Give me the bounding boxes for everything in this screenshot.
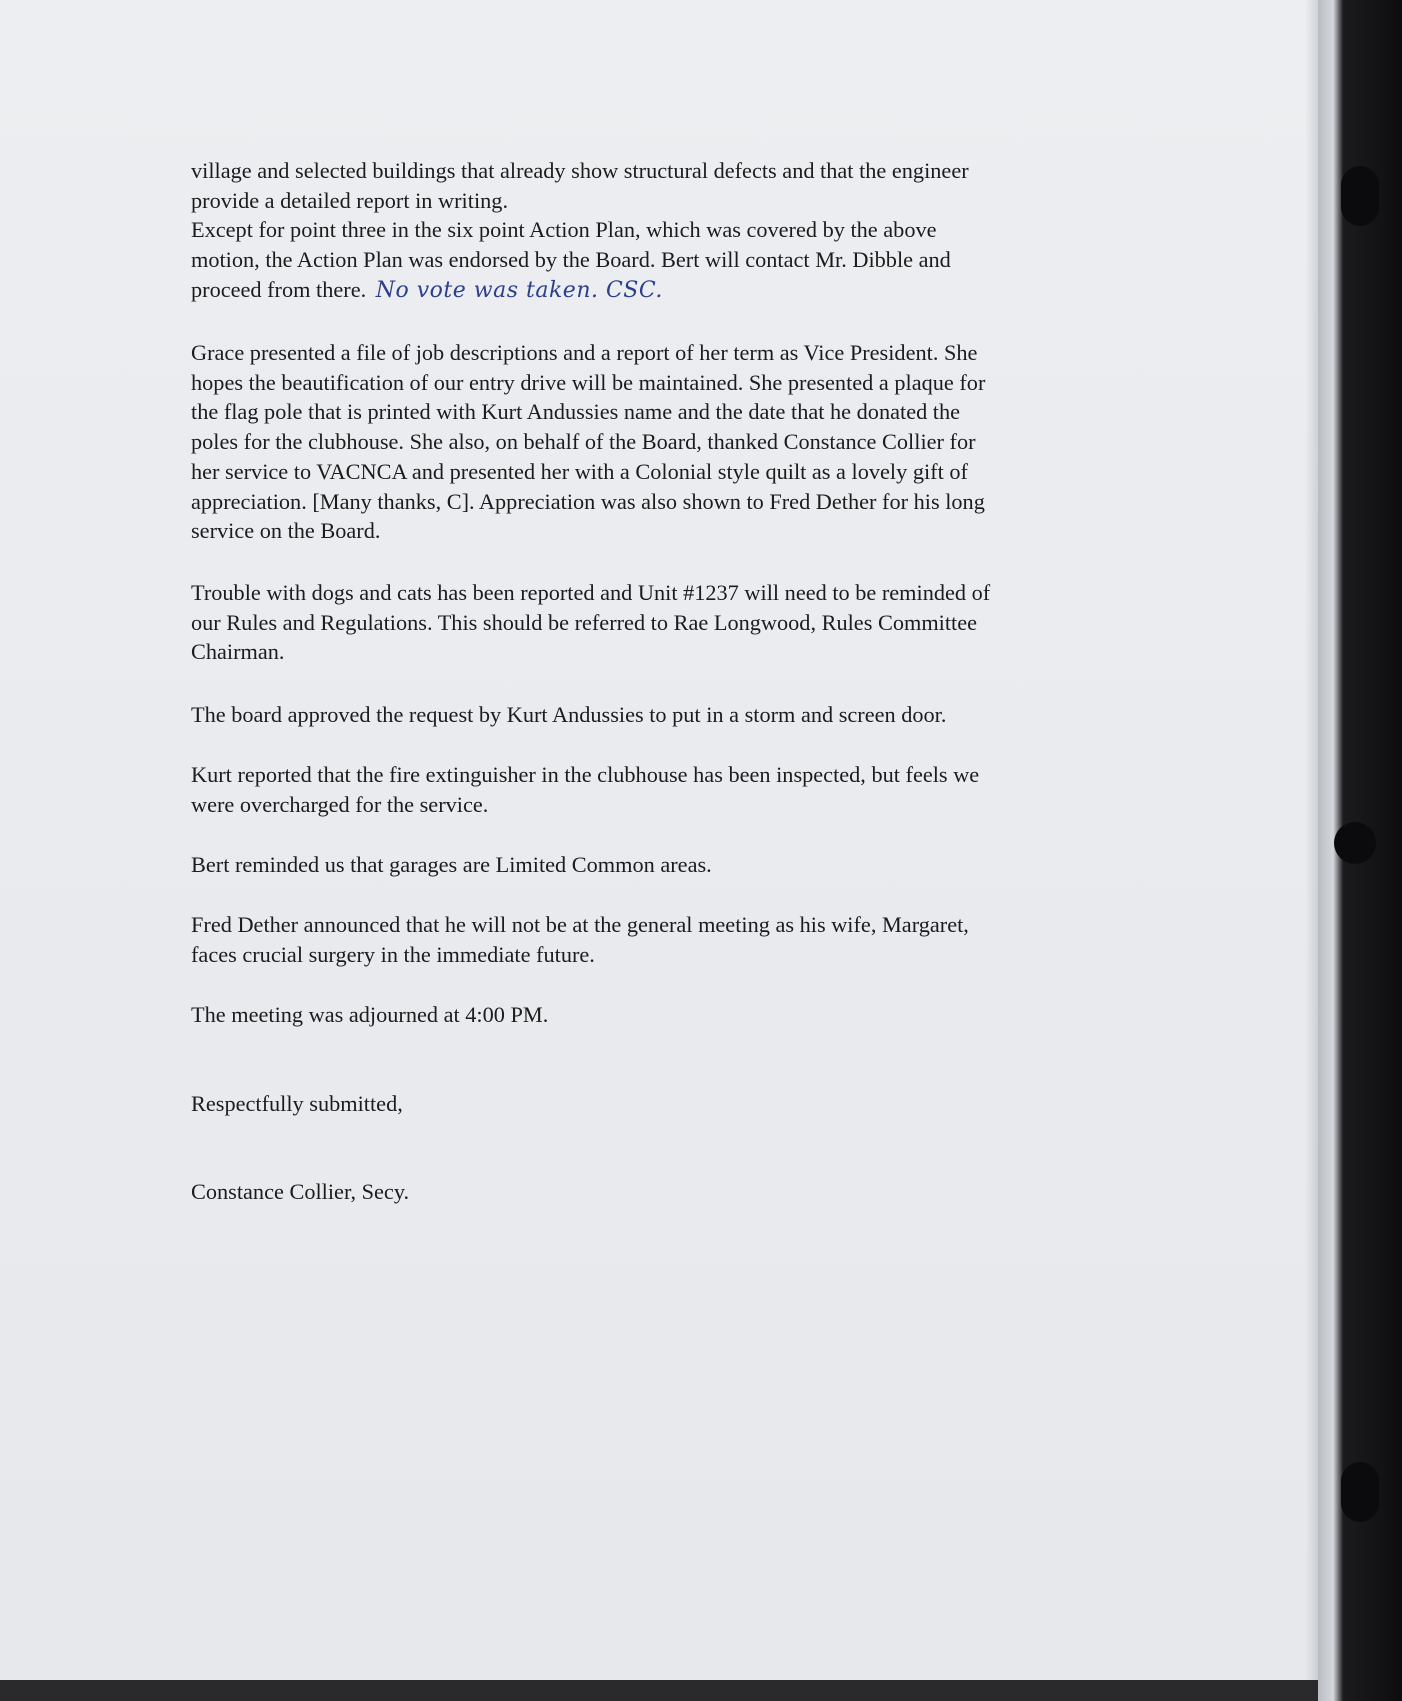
punch-hole-middle [1334,822,1376,864]
page-edge-shadow [1305,0,1319,1680]
paragraph-fred-dether [191,910,1121,969]
text-line: Bert reminded us that garages are Limited Common areas. [191,852,712,877]
handwritten-note: No vote was taken. CSC. [375,277,663,303]
text-line: The board approved the request by Kurt Andussies to put in a storm and screen door. [191,702,947,727]
paragraph-grace-report [191,338,1121,546]
paragraph-fire-extinguisher [191,760,1121,819]
paragraph-pets [191,578,1121,667]
text-line: Fred Dether announced that he will not be at the general meeting as his wife, Margaret, [191,912,969,937]
punch-hole-bottom [1341,1462,1379,1522]
text-line: Grace presented a file of job descriptions and a report of her term as Vice President. She [191,340,978,365]
text-line: appreciation. [Many thanks, C]. Appreciation was also shown to Fred Dether for his long [191,488,985,514]
text-line: Respectfully submitted, [191,1091,403,1116]
text-line: the flag pole that is printed with Kurt Andussies name and the date that he donated the [191,399,961,425]
text-line: Trouble with dogs and cats has been reported and Unit #1237 will need to be reminded of [191,580,991,605]
text-line: motion, the Action Plan was endorsed by the Board. Bert will contact Mr. Dibble and [191,247,951,273]
text-line-end: proceed from there. [191,276,367,302]
paragraph-storm-door [191,700,1121,730]
paragraph-adjourned [191,1000,1121,1030]
text-line: her service to VACNCA and presented her with a Colonial style quilt as a lovely gift of [191,458,968,484]
closing [191,1089,1121,1119]
text-line: village and selected buildings that already show structural defects and that the engineer [191,158,969,183]
paragraph-garages [191,850,1121,880]
punch-hole-top [1341,166,1379,226]
text-line: poles for the clubhouse. She also, on behalf of the Board, thanked Constance Collier for [191,429,976,455]
text-line: hopes the beautification of our entry drive will be maintained. She presented a plaque for [191,369,986,395]
signature-line [191,1177,1121,1207]
text-line: service on the Board. [191,518,381,544]
text-line: Kurt reported that the fire extinguisher in the clubhouse has been inspected, but feels we [191,762,980,787]
text-line: Chairman. [191,639,285,665]
text-line: The meeting was adjourned at 4:00 PM. [191,1002,549,1027]
text-line: faces crucial surgery in the immediate future. [191,941,595,967]
text-line: were overcharged for the service. [191,791,489,817]
text-line: Except for point three in the six point Action Plan, which was covered by the above [191,217,937,243]
text-line [191,275,1121,306]
text-line: our Rules and Regulations. This should be referred to Rae Longwood, Rules Committee [191,609,978,635]
text-line: provide a detailed report in writing. [191,187,509,213]
paragraph-action-plan [191,156,1121,306]
text-line: Constance Collier, Secy. [191,1179,410,1204]
